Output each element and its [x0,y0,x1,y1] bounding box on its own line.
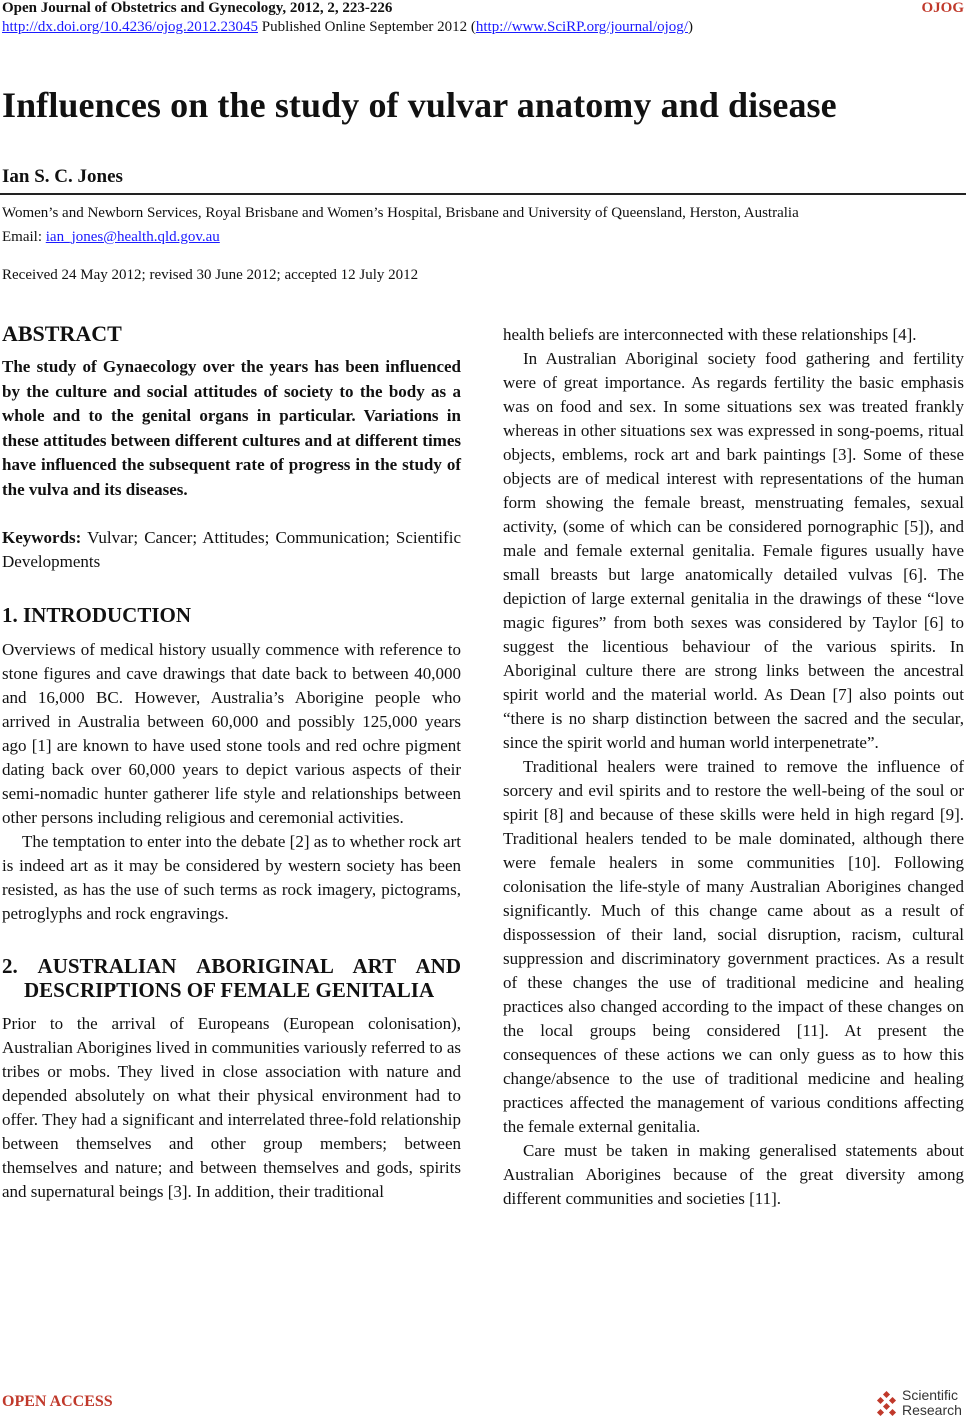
received-dates: Received 24 May 2012; revised 30 June 2012; accepted 12 July 2012 [2,267,419,283]
email-link[interactable]: ian_jones@health.qld.gov.au [45,229,220,245]
journal-tag: OJOG [921,0,964,16]
affiliation: Women’s and Newborn Services, Royal Brisbane and Women’s Hospital, Brisbane and University of Queensland, Herston, Australia [2,205,799,221]
body-paragraph-fertility: In Australian Aboriginal society food gathering and fertility were of great importance. As regards fertility the basic emphasis was on food and sex. In some situations sex was treated frankly whereas in other situations sex was expressed in song-poems, ritual objects, emblems, rock art and bark paintings [3]. Some of these objects are of medical interest with representations of the human form showing the female breast, menstruating females, sexual activity, (some of which can be considered pornographic [5]), and male and female external genitalia. Female figures usually have small breasts but large anatomically detailed vulvas [6]. The depiction of large external genitalia in the drawings of these “love magic figures” from both sexes was considered by Taylor [6] to suggest the licentious behaviour of the various spirits. In Aboriginal culture there are strong links between the ancestral spirit world and the material world. As Dean [7] also points out “there is no sharp distinction between the sacred and the secular, since the spirit world and human world interpenetrate”. [503,349,964,752]
logo-line-1: Scientific [902,1387,959,1403]
body-paragraph-care: Care must be taken in making generalised statements about Australian Aborigines because of the great diversity among different communities and societies [11]. [503,1141,964,1208]
journal-link[interactable]: http://www.SciRP.org/journal/ojog/ [475,19,688,35]
publisher-logo-icon [874,1390,900,1418]
header-links [2,19,693,36]
email-label: Email: [2,229,46,245]
right-column [503,323,964,1211]
intro-paragraph-2: The temptation to enter into the debate [2] as to whether rock art is indeed art as it may be considered by western society has been resisted, as has the use of such terms as rock imagery, pictograms, petroglyphs and rock engravings. [2,832,462,923]
scientific-research-logo [874,1388,964,1420]
section2-heading: 2. AUSTRALIAN ABORIGINAL ART AND DESCRIPTIONS OF FEMALE GENITALIA [2,954,461,1002]
continued-paragraph: health beliefs are interconnected with these relationships [4]. [503,325,917,344]
abstract-heading: ABSTRACT [2,321,122,346]
keywords-label: Keywords: [2,528,82,547]
email-line [2,229,220,246]
close-paren: ) [687,19,693,35]
journal-citation: Open Journal of Obstetrics and Gynecology, 2012, 2, 223-226 [2,0,393,16]
keywords [2,526,461,574]
logo-line-2: Research [902,1402,962,1418]
abstract-text: The study of Gynaecology over the years has been influenced by the culture and social attitudes of society to the body as a whole and to the genital organs in particular. Variations in these attitudes between different cultures and at different times have influenced the subsequent rate of progress in the study of the vulva and its diseases. [2,357,461,499]
paper-title: Influences on the study of vulvar anatomy and disease [2,85,837,125]
open-access-label: OPEN ACCESS [2,1393,113,1410]
intro-paragraph-1: Overviews of medical history usually commence with reference to stone figures and cave drawings that date back to between 40,000 and 16,000 BC. However, Australia’s Aborigine people who arrived in Australia between 60,000 and possibly 125,000 years ago [1] are known to have used stone tools and red ochre pigment dating back over 60,000 years to depict various aspects of their semi-nomadic hunter gatherer life style and relationships between other persons including religious and ceremonial activities. [2,640,461,827]
author-name: Ian S. C. Jones [2,166,123,187]
logo-text [902,1388,962,1418]
doi-link[interactable]: http://dx.doi.org/10.4236/ojog.2012.23045 [2,19,258,35]
section2-paragraph-1: Prior to the arrival of Europeans (European colonisation), Australian Aborigines lived in communities variously referred to as tribes or mobs. They lived in close association with nature and depended absolutely on what their physical environment had to offer. They had a significant and interrelated three-fold relationship between themselves and other group members; between themselves and nature; and between themselves and gods, spirits and supernatural beings [3]. In addition, their traditional [2,1014,461,1201]
published-text: Published Online September 2012 ( [257,19,476,35]
intro-heading: 1. INTRODUCTION [2,603,192,627]
left-column [2,319,461,1204]
keywords-text: Vulvar; Cancer; Attitudes; Communication; Scientific Developments [2,528,461,571]
title-divider [0,193,966,195]
body-paragraph-healers: Traditional healers were trained to remove the influence of sorcery and evil spirits and to restore the well-being of the soul or spirit [8] and because of these skills were held in high regard [9]. Traditional healers tended to be male dominated, although there were female healers in some communities [10]. Following colonisation the life-style of many Australian Aborigines changed significantly. Much of this change came about as a result of dispossession of their land, social disruption, racism, cultural suppression and discriminatory government practices. As a result of these changes the use of traditional medicine and healing practices also changed according to the impact of these changes on the local groups being considered [11]. At present the consequences of these actions we can only guess as to how this change/absence to the use of traditional medicine and healing practices affected the management of various conditions affecting the female external genitalia. [503,757,964,1136]
